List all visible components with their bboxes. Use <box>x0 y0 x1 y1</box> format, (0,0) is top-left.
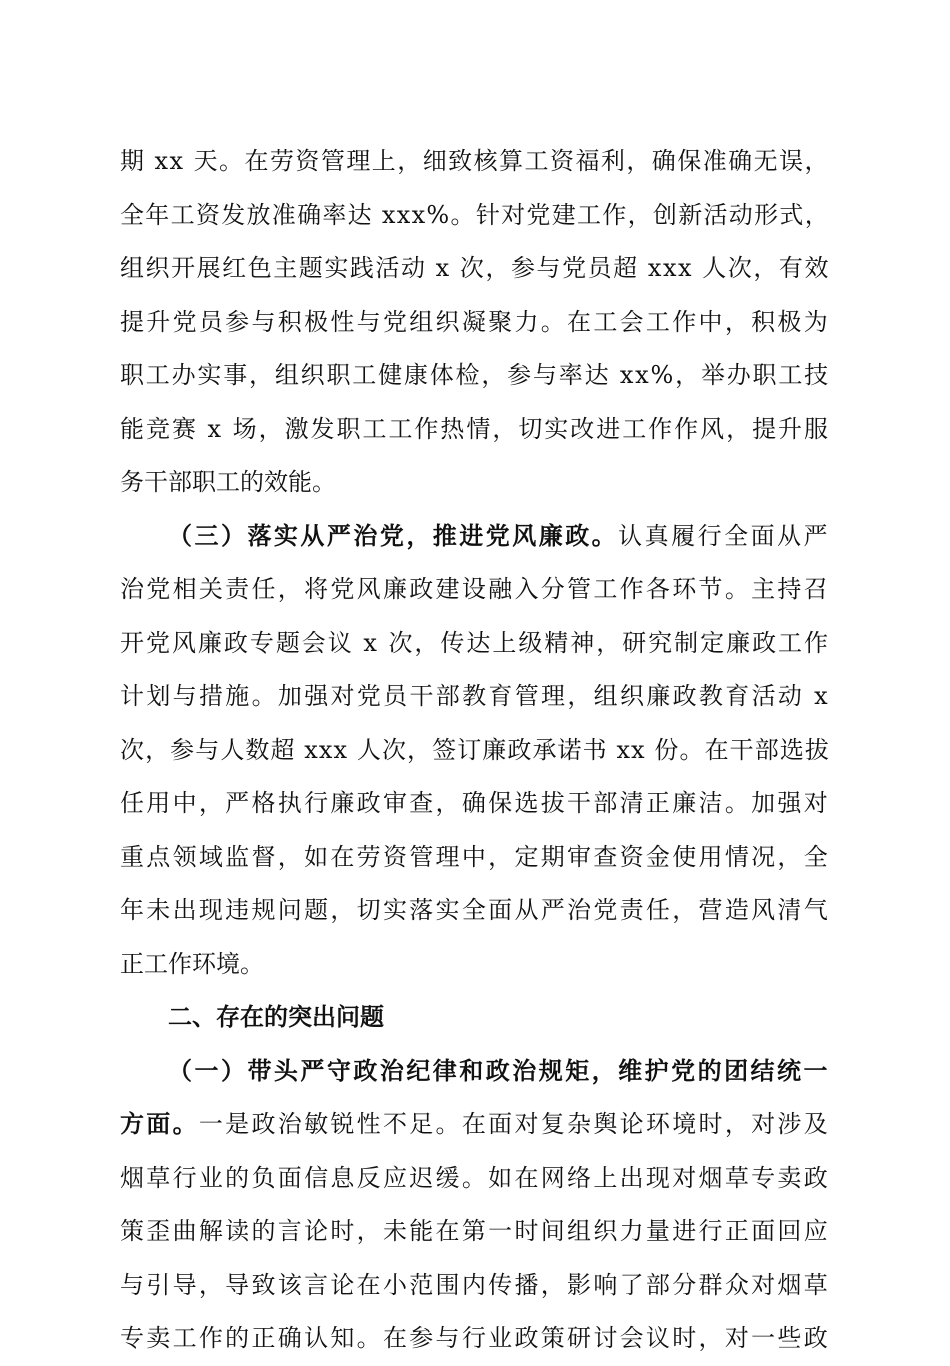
text-segment: 组织开展红色主题实践活动 x 次，参与党员超 xxx 人次，有效 <box>120 254 830 282</box>
text-segment: 期 xx 天。在劳资管理上，细致核算工资福利，确保准确无误， <box>120 147 830 175</box>
text-segment: 全年工资发放准确率达 xxx%。针对党建工作，创新活动形式， <box>120 200 830 229</box>
paragraph-line <box>120 1152 830 1206</box>
bold-text-segment: （三）落实从严治党，推进党风廉政。 <box>168 521 619 550</box>
text-segment: 治党相关责任，将党风廉政建设融入分管工作各环节。主持召 <box>120 575 830 603</box>
text-segment: 任用中，严格执行廉政审查，确保选拔干部清正廉洁。加强对 <box>120 789 830 817</box>
text-segment: 一是政治敏锐性不足。在面对复杂舆论环境时，对涉及 <box>198 1110 830 1138</box>
paragraph-line <box>120 456 830 510</box>
text-segment: 能竞赛 x 场，激发职工工作热情，切实改进工作作风，提升服 <box>120 414 830 443</box>
paragraph-line <box>120 1098 830 1152</box>
text-segment: 策歪曲解读的言论时，未能在第一时间组织力量进行正面回应 <box>120 1217 830 1245</box>
paragraph-line <box>120 938 830 992</box>
paragraph-line <box>120 403 830 457</box>
paragraph-line <box>120 724 830 778</box>
text-segment: 提升党员参与积极性与党组织凝聚力。在工会工作中，积极为 <box>120 307 830 336</box>
paragraph-line <box>120 242 830 296</box>
paragraph-line <box>120 563 830 617</box>
text-segment: 正工作环境。 <box>120 949 264 978</box>
text-segment: 开党风廉政专题会议 x 次，传达上级精神，研究制定廉政工作 <box>120 628 830 657</box>
text-segment: 职工办实事，组织职工健康体检，参与率达 xx%，举办职工技 <box>120 361 830 389</box>
text-segment: 与引导，导致该言论在小范围内传播，影响了部分群众对烟草 <box>120 1270 830 1299</box>
paragraph-line <box>120 1045 830 1099</box>
section-heading <box>120 991 830 1045</box>
document-body <box>120 135 830 1366</box>
paragraph-line <box>120 296 830 350</box>
paragraph-line <box>120 670 830 724</box>
bold-text-segment: （一）带头严守政治纪律和政治规矩，维护党的团结统一 <box>168 1056 830 1085</box>
paragraph-line <box>120 1259 830 1313</box>
text-segment: 务干部职工的效能。 <box>120 468 336 496</box>
paragraph-line <box>120 884 830 938</box>
text-segment: 计划与措施。加强对党员干部教育管理，组织廉政教育活动 x <box>120 682 830 710</box>
text-segment: 年未出现违规问题，切实落实全面从严治党责任，营造风清气 <box>120 896 830 924</box>
text-segment: 烟草行业的负面信息反应迟缓。如在网络上出现对烟草专卖政 <box>120 1163 830 1192</box>
paragraph-line <box>120 1312 830 1366</box>
paragraph-line <box>120 831 830 885</box>
paragraph-line <box>120 349 830 403</box>
text-segment: 认真履行全面从严 <box>618 521 830 550</box>
text-segment: 专卖工作的正确认知。在参与行业政策研讨会议时，对一些政 <box>120 1324 830 1352</box>
paragraph-line <box>120 189 830 243</box>
bold-text-segment: 方面。 <box>120 1110 199 1138</box>
paragraph-line <box>120 617 830 671</box>
paragraph-line <box>120 135 830 189</box>
text-segment: 重点领域监督，如在劳资管理中，定期审查资金使用情况，全 <box>120 842 830 871</box>
paragraph-line <box>120 1205 830 1259</box>
text-segment: 次，参与人数超 xxx 人次，签订廉政承诺书 xx 份。在干部选拔 <box>120 735 830 764</box>
bold-text-segment: 二、存在的突出问题 <box>168 1003 384 1031</box>
paragraph-line <box>120 777 830 831</box>
paragraph-line <box>120 510 830 564</box>
